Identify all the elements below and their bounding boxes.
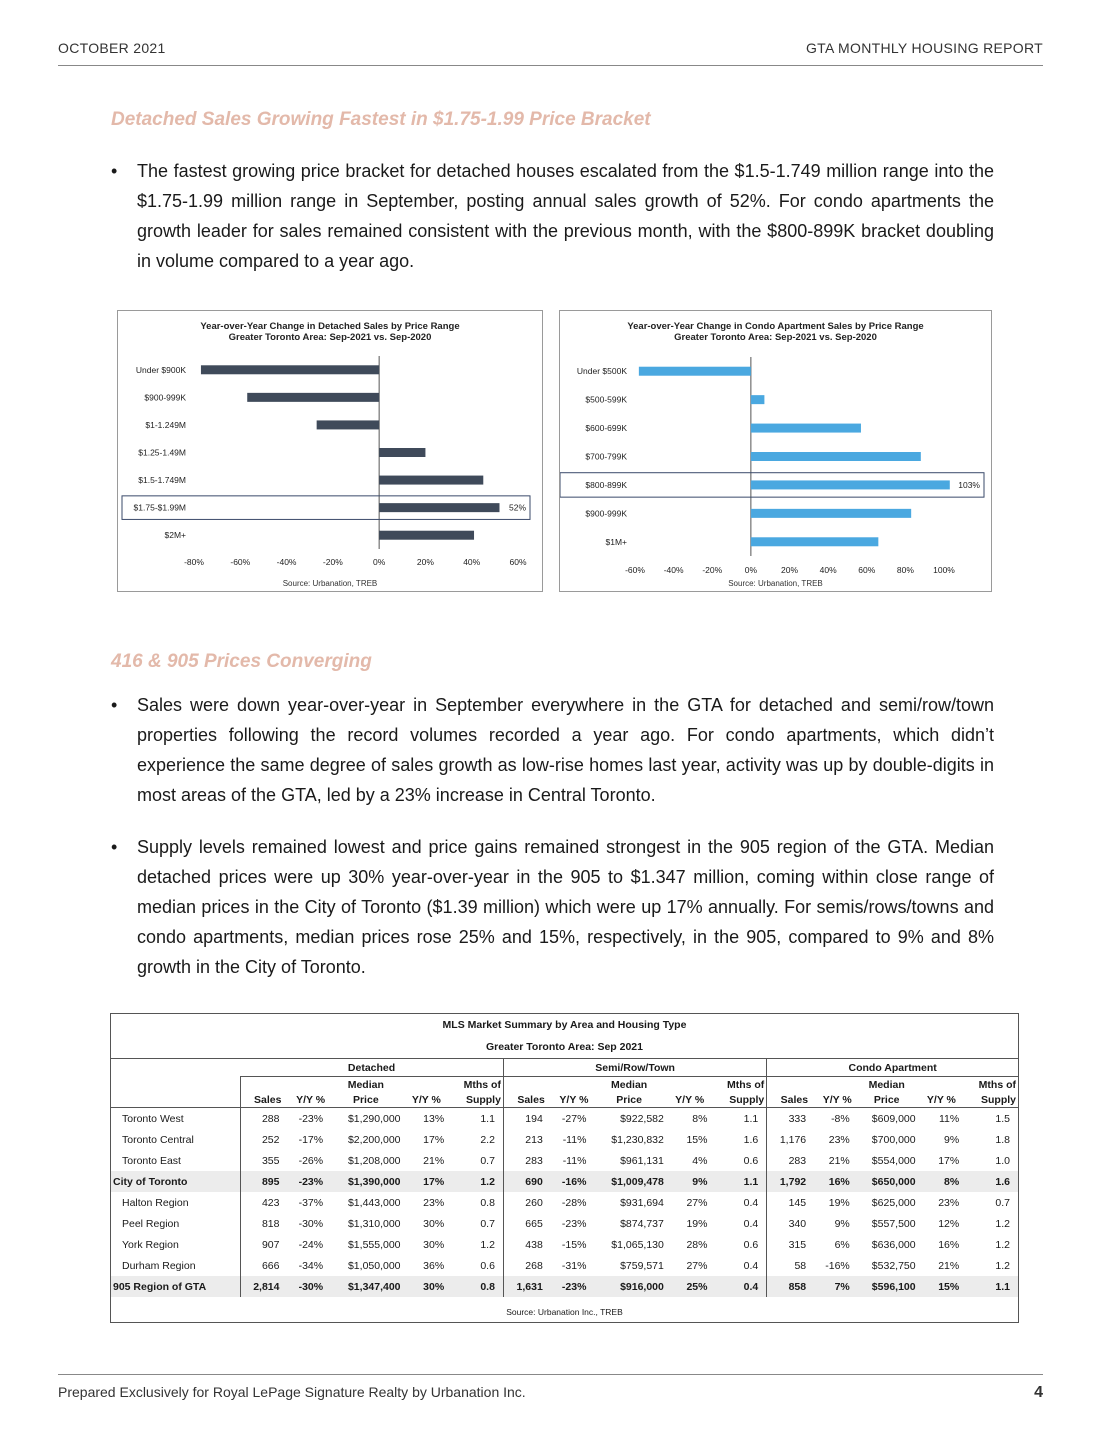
table-cell: 25% [686, 1280, 708, 1293]
table-cell: $1,230,832 [611, 1133, 664, 1146]
table-cell: 21% [828, 1154, 850, 1167]
table-row [111, 1108, 1018, 1130]
category-label: $1-1.249M [145, 419, 186, 430]
table-cell: $650,000 [871, 1175, 916, 1188]
x-tick-label: 80% [896, 565, 914, 575]
table-cell: -24% [298, 1238, 324, 1251]
table-cell: 13% [423, 1112, 445, 1125]
condo-chart-plot [560, 311, 991, 591]
x-tick-label: 60% [858, 565, 876, 575]
detached-chart-plot [118, 311, 542, 591]
table-cell: 8% [692, 1112, 708, 1125]
table-cell: 895 [261, 1175, 280, 1188]
table-cell: 315 [767, 1234, 810, 1255]
column-header: Y/Y % [559, 1093, 589, 1106]
column-header: Y/Y % [296, 1093, 326, 1106]
column-header: Median [347, 1078, 384, 1091]
table-cell: 9% [692, 1175, 708, 1188]
bullet-text: Sales were down year-over-year in September everywhere in the GTA for detached and semi/row/town properties following the record volumes recorded a year ago. For condo apartments, which didn’t experience the same degree of sales growth as low-rise homes last year, activity was up by double-digits in most areas of the GTA, led by a 23% increase in Central Toronto. [137, 695, 994, 805]
x-tick-label: 100% [933, 565, 955, 575]
table-cell: 283 [503, 1150, 546, 1171]
column-header [668, 1077, 712, 1093]
table-cell: 1.5 [995, 1112, 1010, 1125]
table-cell: 21% [938, 1259, 960, 1272]
table-cell: 17% [938, 1154, 960, 1167]
table-cell: 0.6 [743, 1154, 759, 1167]
table-cell: 19% [686, 1217, 708, 1230]
table-cell: 1.1 [743, 1112, 759, 1125]
table-cell: -30% [298, 1280, 324, 1293]
column-header: Y/Y % [675, 1093, 705, 1106]
condo-sales-chart [559, 310, 992, 592]
category-label: Under $900K [135, 364, 186, 375]
table-cell: 145 [767, 1192, 810, 1213]
table-cell: 8% [944, 1175, 960, 1188]
detached-sales-chart [117, 310, 543, 592]
chart-bar [247, 393, 379, 402]
table-cell: 858 [767, 1276, 810, 1297]
table-cell: 23% [828, 1133, 850, 1146]
table-cell: -23% [561, 1217, 587, 1230]
chart-bar [751, 537, 878, 546]
table-cell: 423 [261, 1196, 280, 1209]
table-cell: -8% [831, 1112, 850, 1125]
table-cell: $922,582 [620, 1112, 664, 1125]
chart-bar [379, 476, 483, 485]
x-tick-label: -20% [702, 565, 723, 575]
table-cell: 9% [944, 1133, 960, 1146]
table-cell: 283 [767, 1150, 810, 1171]
table-cell: 1,631 [503, 1276, 546, 1297]
column-header: Price [616, 1093, 642, 1106]
table-cell: -26% [298, 1154, 324, 1167]
column-header [240, 1077, 283, 1093]
table-cell: 6% [834, 1238, 850, 1251]
area-label: Peel Region [111, 1213, 240, 1234]
chart-title: Year-over-Year Change in Detached Sales by Price Range [200, 321, 460, 332]
page-number: 4 [1034, 1384, 1043, 1401]
x-tick-label: 20% [416, 557, 434, 567]
x-tick-label: 0% [372, 557, 386, 567]
table-cell: 27% [686, 1259, 708, 1272]
table-cell: $1,347,400 [347, 1280, 401, 1293]
table-cell: 260 [503, 1192, 546, 1213]
table-cell: $1,009,478 [611, 1175, 664, 1188]
chart-subtitle: Greater Toronto Area: Sep-2021 vs. Sep-2020 [228, 332, 432, 343]
x-tick-label: 40% [819, 565, 837, 575]
chart-bar [751, 424, 861, 433]
column-header: Mths of [726, 1078, 765, 1091]
table-cell: $609,000 [871, 1112, 916, 1125]
table-cell: $554,000 [871, 1154, 916, 1167]
x-tick-label: 60% [509, 557, 527, 567]
data-label: 52% [508, 502, 526, 513]
table-cell: -34% [298, 1259, 324, 1272]
column-header [920, 1077, 964, 1093]
table-cell: 17% [423, 1133, 445, 1146]
table-cell: 16% [938, 1238, 960, 1251]
chart-bar [751, 452, 921, 461]
area-label: York Region [111, 1234, 240, 1255]
column-header: Supply [980, 1093, 1016, 1106]
table-cell: $596,100 [871, 1280, 916, 1293]
table-cell: $532,750 [871, 1259, 916, 1272]
bullet-dot: • [111, 695, 118, 715]
table-cell: 15% [938, 1280, 960, 1293]
column-header: Y/Y % [411, 1093, 441, 1106]
table-cell: 30% [423, 1280, 445, 1293]
column-header [767, 1077, 810, 1093]
table-cell: 23% [938, 1196, 960, 1209]
column-header: Y/Y % [822, 1093, 852, 1106]
bullet-text: Supply levels remained lowest and price gains remained strongest in the 905 region of the GTA. Median detached prices were up 30% year-over-year in the 905 to $1.347 million, coming within close range of median prices in the City of Toronto ($1.39 million) which were up 17% annually. For semis/rows/towns and condo apartments, median prices rose 25% and 15%, respectively, in the 905, compared to 9% and 8% growth in the City of Toronto. [137, 837, 994, 977]
category-label: $1M+ [605, 536, 627, 547]
table-cell: $916,000 [620, 1280, 664, 1293]
category-label: $2M+ [164, 530, 186, 541]
chart-bar [379, 531, 474, 540]
table-row [111, 1234, 1018, 1255]
table-cell: -27% [561, 1112, 587, 1125]
table-cell: $874,737 [620, 1217, 664, 1230]
table-cell: -31% [561, 1259, 587, 1272]
table-cell: 36% [423, 1259, 445, 1272]
table-cell: 438 [503, 1234, 546, 1255]
column-header [405, 1077, 449, 1093]
category-label: $500-599K [585, 394, 627, 405]
table-cell: $1,555,000 [347, 1238, 401, 1251]
table-cell: 665 [503, 1213, 546, 1234]
table-cell: 0.8 [480, 1280, 495, 1293]
table-row [111, 1276, 1018, 1297]
column-header [503, 1077, 546, 1093]
category-label: $900-999K [585, 508, 627, 519]
table-cell: 907 [261, 1238, 280, 1251]
column-header [547, 1077, 591, 1093]
footer-credit: Prepared Exclusively for Royal LePage Signature Realty by Urbanation Inc. [58, 1384, 526, 1400]
table-cell: 1.1 [743, 1175, 759, 1188]
table-cell: 16% [828, 1175, 850, 1188]
area-label: Toronto East [111, 1150, 240, 1171]
table-cell: 1.1 [480, 1112, 495, 1125]
table-cell: $1,443,000 [347, 1196, 401, 1209]
table-cell: 0.4 [743, 1217, 759, 1230]
area-label: Toronto West [111, 1108, 240, 1130]
table-cell: 252 [261, 1133, 280, 1146]
table-cell: -23% [561, 1280, 587, 1293]
report-date: OCTOBER 2021 [58, 40, 166, 56]
table-cell: 11% [938, 1112, 960, 1125]
table-cell: 0.6 [743, 1238, 759, 1251]
column-header: Sales [767, 1092, 810, 1108]
category-label: $700-799K [585, 451, 627, 462]
category-label: $1.5-1.749M [138, 475, 186, 486]
category-label: $1.25-1.49M [138, 447, 186, 458]
table-cell: $759,571 [620, 1259, 664, 1272]
table-cell: -28% [561, 1196, 587, 1209]
table-cell: $636,000 [871, 1238, 916, 1251]
table-title: MLS Market Summary by Area and Housing Type [442, 1019, 687, 1031]
table-cell: -23% [298, 1175, 324, 1188]
chart-bar [751, 480, 950, 489]
chart-bar [639, 367, 751, 376]
table-cell: 0.4 [743, 1259, 759, 1272]
table-source: Source: Urbanation Inc., TREB [506, 1307, 623, 1317]
table-cell: 690 [503, 1171, 546, 1192]
group-header: Detached [240, 1059, 503, 1077]
column-header: Y/Y % [926, 1093, 956, 1106]
x-tick-label: -60% [230, 557, 251, 567]
table-cell: $2,200,000 [347, 1133, 401, 1146]
category-label: $900-999K [144, 392, 186, 403]
area-label: City of Toronto [111, 1171, 240, 1192]
table-cell: 213 [503, 1129, 546, 1150]
table-cell: 28% [686, 1238, 708, 1251]
table-cell: 21% [423, 1154, 445, 1167]
x-tick-label: 20% [780, 565, 799, 575]
table-cell: $1,290,000 [347, 1112, 401, 1125]
table-cell: 1.2 [480, 1175, 495, 1188]
table-cell: 1.8 [995, 1133, 1010, 1146]
column-header: Sales [503, 1092, 546, 1108]
table-cell: $700,000 [871, 1133, 916, 1146]
group-header: Semi/Row/Town [503, 1059, 766, 1077]
column-header [810, 1077, 854, 1093]
column-header: Supply [465, 1093, 501, 1106]
table-cell: 1.2 [995, 1217, 1010, 1230]
header-divider [58, 65, 1043, 66]
chart-bar [751, 395, 765, 404]
chart-source: Source: Urbanation, TREB [728, 579, 823, 588]
table-cell: 1,792 [767, 1171, 810, 1192]
table-cell: 2.2 [480, 1133, 495, 1146]
table-cell: 818 [261, 1217, 280, 1230]
table-cell: 0.6 [480, 1259, 495, 1272]
x-tick-label: -80% [184, 557, 204, 567]
mls-summary-table [111, 1058, 1018, 1297]
area-label: Halton Region [111, 1192, 240, 1213]
table-row [111, 1171, 1018, 1192]
chart-bar [379, 448, 425, 457]
table-cell: 288 [261, 1112, 280, 1125]
table-cell [111, 1077, 240, 1093]
table-row [111, 1213, 1018, 1234]
table-cell: 17% [423, 1175, 445, 1188]
x-tick-label: -20% [322, 557, 343, 567]
table-cell [111, 1092, 240, 1108]
bullet-item [111, 832, 994, 982]
chart-bar [751, 509, 911, 518]
section2-bullets [111, 690, 994, 1004]
category-label: $600-699K [585, 423, 627, 434]
table-subtitle: Greater Toronto Area: Sep 2021 [486, 1041, 643, 1053]
column-header: Price [352, 1093, 379, 1106]
table-cell: 2,814 [253, 1280, 280, 1293]
table-cell: $1,208,000 [347, 1154, 401, 1167]
area-label: Toronto Central [111, 1129, 240, 1150]
x-tick-label: 0% [744, 565, 758, 575]
category-label: $1.75-$1.99M [133, 502, 186, 513]
table-cell: 0.7 [995, 1196, 1010, 1209]
category-label: Under $500K [576, 366, 627, 377]
chart-title: Year-over-Year Change in Condo Apartment Sales by Price Range [627, 321, 924, 332]
table-cell: 1.6 [995, 1175, 1010, 1188]
table-cell: -17% [298, 1133, 324, 1146]
x-tick-label: 40% [463, 557, 481, 567]
table-row [111, 1192, 1018, 1213]
report-title: GTA MONTHLY HOUSING REPORT [805, 40, 1043, 56]
table-cell: 1.2 [995, 1238, 1010, 1251]
footer-divider [58, 1374, 1043, 1375]
table-group-header-row [111, 1059, 1018, 1077]
table-cell: 340 [767, 1213, 810, 1234]
column-header: Median [611, 1078, 648, 1091]
group-header: Condo Apartment [767, 1059, 1018, 1077]
column-header: Sales [254, 1093, 282, 1106]
table-cell: 1.1 [995, 1280, 1010, 1293]
table-header-row [111, 1092, 1018, 1108]
chart-bar [317, 420, 379, 429]
table-cell: 30% [423, 1238, 445, 1251]
table-cell: -16% [561, 1175, 587, 1188]
table-cell: 333 [767, 1108, 810, 1130]
table-cell: 1.6 [743, 1133, 759, 1146]
table-cell: 1.2 [995, 1259, 1010, 1272]
bullet-dot: • [111, 161, 118, 181]
chart-subtitle: Greater Toronto Area: Sep-2021 vs. Sep-2020 [674, 332, 877, 343]
bullet-item [111, 156, 994, 276]
column-header [283, 1077, 327, 1093]
table-cell: 9% [834, 1217, 850, 1230]
table-cell: 1.2 [480, 1238, 495, 1251]
category-label: $800-899K [585, 479, 627, 490]
chart-source: Source: Urbanation, TREB [282, 579, 378, 588]
table-cell: $557,500 [871, 1217, 916, 1230]
table-cell: 58 [767, 1255, 810, 1276]
table-cell: $961,131 [620, 1154, 664, 1167]
table-cell: $1,310,000 [347, 1217, 401, 1230]
table-cell: -37% [298, 1196, 324, 1209]
chart-bar [379, 503, 499, 512]
column-header: Mths of [463, 1078, 501, 1091]
table-header-row [111, 1077, 1018, 1093]
table-cell: 30% [423, 1217, 445, 1230]
data-label: 103% [958, 479, 980, 490]
table-cell: 0.8 [480, 1196, 495, 1209]
table-cell: 7% [834, 1280, 850, 1293]
table-cell: 19% [828, 1196, 850, 1209]
table-cell: 0.7 [480, 1217, 495, 1230]
table-cell: 27% [686, 1196, 708, 1209]
table-cell: 666 [261, 1259, 280, 1272]
column-header: Supply [729, 1093, 765, 1106]
table-cell: $1,390,000 [347, 1175, 401, 1188]
table-cell: $931,694 [620, 1196, 664, 1209]
table-cell [111, 1059, 240, 1077]
table-cell: 23% [423, 1196, 445, 1209]
table-cell: $1,065,130 [611, 1238, 664, 1251]
table-cell: $625,000 [871, 1196, 916, 1209]
column-header: Price [873, 1093, 900, 1106]
table-cell: 4% [692, 1154, 708, 1167]
table-cell: -15% [561, 1238, 587, 1251]
area-label: Durham Region [111, 1255, 240, 1276]
table-cell: $1,050,000 [347, 1259, 401, 1272]
table-cell: -11% [562, 1154, 587, 1167]
table-row [111, 1255, 1018, 1276]
table-cell: 15% [686, 1133, 708, 1146]
table-cell: -23% [298, 1112, 324, 1125]
table-cell: -30% [298, 1217, 324, 1230]
table-cell: 1.0 [995, 1154, 1010, 1167]
table-cell: 194 [503, 1108, 546, 1130]
chart-bar [201, 365, 379, 374]
table-row [111, 1129, 1018, 1150]
x-tick-label: -40% [663, 565, 684, 575]
table-row [111, 1150, 1018, 1171]
table-cell: 0.7 [480, 1154, 495, 1167]
x-tick-label: -60% [625, 565, 645, 575]
table-cell: -16% [825, 1259, 850, 1272]
table-cell: 0.4 [743, 1280, 759, 1293]
x-tick-label: -40% [276, 557, 297, 567]
table-cell: 12% [938, 1217, 960, 1230]
column-header: Mths of [978, 1078, 1016, 1091]
bullet-dot: • [111, 837, 118, 857]
area-label: 905 Region of GTA [111, 1276, 240, 1297]
section1-bullets [111, 156, 994, 298]
section-title-detached: Detached Sales Growing Fastest in $1.75-1.99 Price Bracket [111, 109, 651, 130]
column-header: Median [868, 1078, 905, 1091]
section-title-prices: 416 & 905 Prices Converging [111, 651, 372, 672]
table-cell: 0.4 [743, 1196, 759, 1209]
table-cell: -11% [562, 1133, 587, 1146]
table-cell: 355 [261, 1154, 280, 1167]
bullet-item [111, 690, 994, 810]
bullet-text: The fastest growing price bracket for detached houses escalated from the $1.5-1.749 million range into the $1.75-1.99 million range in September, posting annual sales growth of 52%. For condo apartments the growth leader for sales remained consistent with the previous month, with the $800-899K bracket doubling in volume compared to a year ago. [137, 161, 994, 271]
table-cell: 1,176 [767, 1129, 810, 1150]
table-cell: 268 [503, 1255, 546, 1276]
